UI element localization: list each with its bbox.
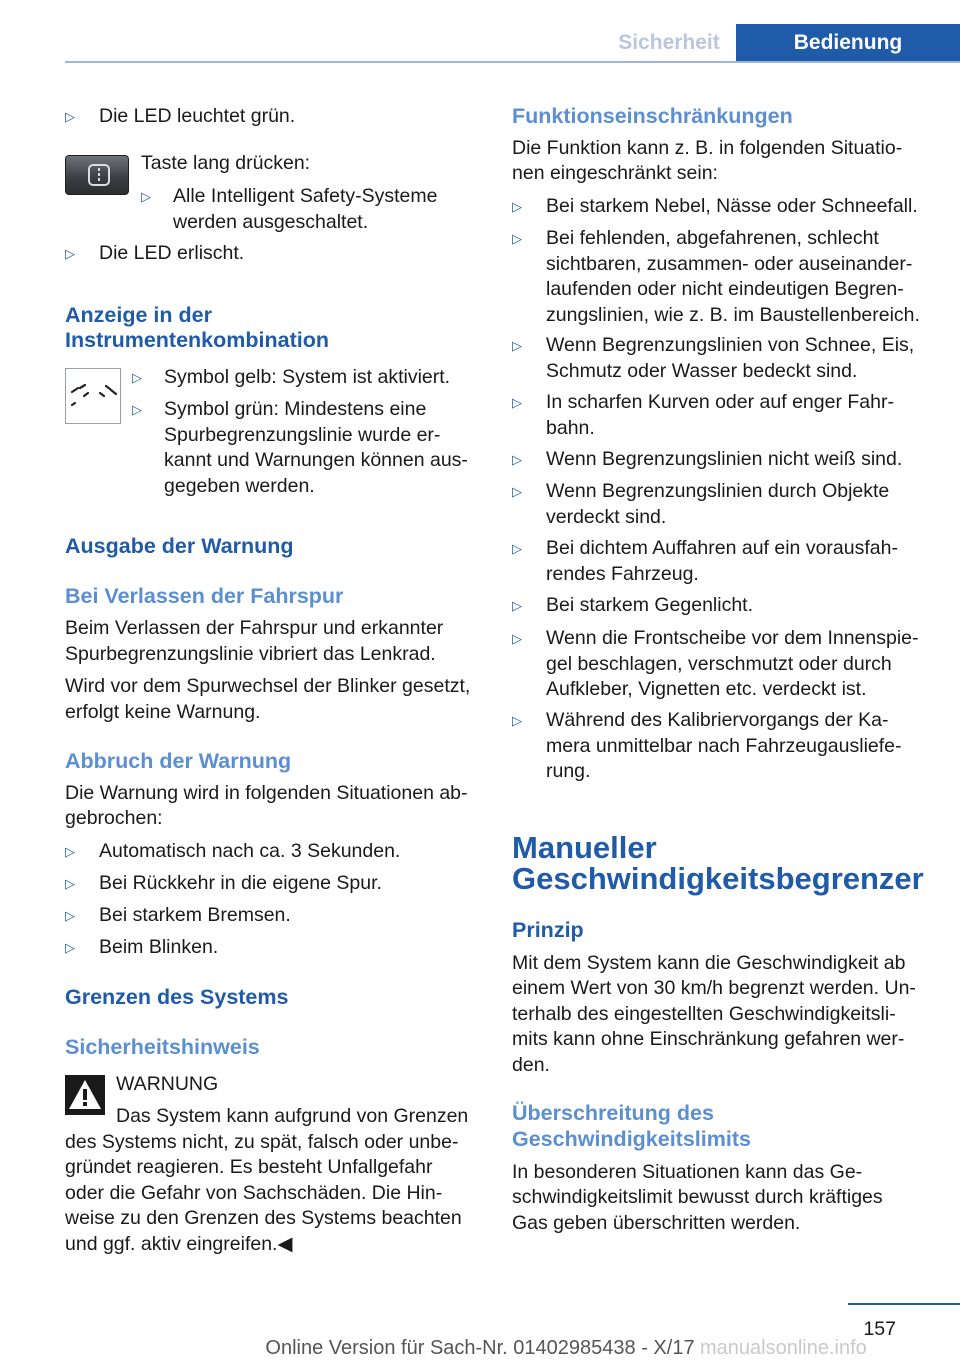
warning-text: des Systems nicht, zu spät, falsch oder unbe‐ xyxy=(65,1131,459,1153)
chapter-heading: Geschwindigkeitsbegrenzer xyxy=(512,861,924,896)
chapter-heading: Manueller xyxy=(512,830,657,865)
triangle-bullet-icon: ▷ xyxy=(512,338,522,353)
list-item: ▷ Beim Blinken. xyxy=(65,935,218,961)
subsection-heading: Geschwindigkeitslimits xyxy=(512,1127,751,1151)
paragraph-line: gebrochen: xyxy=(65,807,163,829)
page-number: 157 xyxy=(863,1318,896,1340)
paragraph-line: terhalb des eingestellten Geschwindigkeitsli‐ xyxy=(512,1003,896,1025)
triangle-bullet-icon: ▷ xyxy=(512,541,522,556)
paragraph-line: Mit dem System kann die Geschwindigkeit ab xyxy=(512,952,906,974)
triangle-bullet-icon: ▷ xyxy=(65,940,75,955)
triangle-bullet-icon: ▷ xyxy=(132,402,142,417)
paragraph-line: schwindigkeitslimit bewusst durch kräftiges xyxy=(512,1186,883,1208)
paragraph-line: Beim Verlassen der Fahrspur und erkannter xyxy=(65,617,444,639)
triangle-bullet-icon: ▷ xyxy=(65,109,75,124)
triangle-bullet-icon: ▷ xyxy=(512,631,522,646)
subsection-heading: Bei Verlassen der Fahrspur xyxy=(65,584,344,608)
triangle-bullet-icon: ▷ xyxy=(512,199,522,214)
list-item: ▷ Wenn Begrenzungslinien von Schnee, Eis, Schmutz oder Wasser bedeckt sind. xyxy=(512,334,915,382)
section-heading: Anzeige in der xyxy=(65,303,212,327)
list-item: ▷ Bei fehlenden, abgefahrenen, schlecht sichtbaren, zusammen- oder auseinander‐ laufenden oder nicht eindeutigen Begren‐ zungslinien, wie z. B. im Baustellenbereich. xyxy=(512,227,920,326)
warning-title: WARNUNG xyxy=(116,1073,219,1095)
lane-marking-icon xyxy=(65,368,121,424)
paragraph-line: nen eingeschränkt sein: xyxy=(512,162,718,184)
list-item: ▷ Alle Intelligent Safety-Systeme werden ausgeschaltet. xyxy=(141,185,438,233)
paragraph-line: erfolgt keine Warnung. xyxy=(65,701,261,723)
triangle-bullet-icon: ▷ xyxy=(512,231,522,246)
subsection-heading: Funktionseinschränkungen xyxy=(512,104,793,128)
subsection-heading: Überschreitung des xyxy=(512,1101,714,1125)
section-heading: Grenzen des Systems xyxy=(65,985,289,1009)
triangle-bullet-icon: ▷ xyxy=(512,452,522,467)
instruction-text: Taste lang drücken: xyxy=(141,152,311,174)
warning-text: gründet reagieren. Es besteht Unfallgefahr xyxy=(65,1156,433,1178)
list-item: ▷ Bei starkem Gegenlicht. xyxy=(512,593,753,619)
triangle-bullet-icon: ▷ xyxy=(65,908,75,923)
triangle-bullet-icon: ▷ xyxy=(65,246,75,261)
section-heading: Ausgabe der Warnung xyxy=(65,534,294,558)
paragraph-line: mits kann ohne Einschränkung gefahren wer‐ xyxy=(512,1028,905,1050)
triangle-bullet-icon: ▷ xyxy=(512,484,522,499)
list-item: ▷ Symbol gelb: System ist aktiviert. xyxy=(132,365,450,391)
paragraph-line: Gas geben überschritten werden. xyxy=(512,1212,801,1234)
triangle-bullet-icon: ▷ xyxy=(512,598,522,613)
footer-divider xyxy=(848,1303,960,1305)
triangle-bullet-icon: ▷ xyxy=(141,189,151,204)
paragraph-line: Die Funktion kann z. B. in folgenden Situatio‐ xyxy=(512,137,903,159)
triangle-bullet-icon: ▷ xyxy=(512,395,522,410)
triangle-bullet-icon: ▷ xyxy=(512,713,522,728)
watermark: manualsonline.info xyxy=(700,1337,867,1359)
section-heading: Instrumentenkombination xyxy=(65,328,329,352)
list-item: ▷ Automatisch nach ca. 3 Sekunden. xyxy=(65,839,400,865)
online-version-text: Online Version für Sach-Nr. 01402985438 - X/17 xyxy=(265,1337,695,1359)
warning-triangle-icon xyxy=(65,1075,105,1115)
triangle-bullet-icon: ▷ xyxy=(65,876,75,891)
warning-text: Das System kann aufgrund von Grenzen xyxy=(116,1105,469,1127)
warning-text: und ggf. aktiv eingreifen.◀ xyxy=(65,1233,293,1255)
list-item: ▷ Wenn die Frontscheibe vor dem Innenspie‐ gel beschlagen, verschmutzt oder durch Aufkleber, Vignetten etc. verdeckt ist. xyxy=(512,627,919,700)
paragraph-line: Spurbegrenzungslinie vibriert das Lenkrad. xyxy=(65,643,436,665)
list-item: ▷ Wenn Begrenzungslinien durch Objekte verdeckt sind. xyxy=(512,480,890,528)
paragraph-line: Wird vor dem Spurwechsel der Blinker gesetzt, xyxy=(65,675,471,697)
triangle-bullet-icon: ▷ xyxy=(65,844,75,859)
list-item: ▷ Die LED erlischt. xyxy=(65,241,244,267)
triangle-bullet-icon: ▷ xyxy=(132,370,142,385)
list-item: ▷ Die LED leuchtet grün. xyxy=(65,104,295,130)
paragraph-line: einem Wert von 30 km/h begrenzt werden. Un‐ xyxy=(512,977,916,999)
subsection-heading: Abbruch der Warnung xyxy=(65,749,292,773)
tab-sicherheit[interactable]: Sicherheit xyxy=(604,24,734,62)
warning-text: weise zu den Grenzen des Systems beachten xyxy=(65,1207,462,1229)
list-item: ▷ Symbol grün: Mindestens eine Spurbegrenzungslinie wurde er‐ kannt und Warnungen können aus‐ gegeben werden. xyxy=(132,398,468,497)
list-item: ▷ Bei starkem Nebel, Nässe oder Schneefall. xyxy=(512,194,918,220)
assist-button-icon xyxy=(65,155,129,195)
list-item: ▷ Bei starkem Bremsen. xyxy=(65,903,291,929)
paragraph-line: In besonderen Situationen kann das Ge‐ xyxy=(512,1161,863,1183)
list-item: ▷ Bei dichtem Auffahren auf ein vorausfah‐ rendes Fahrzeug. xyxy=(512,537,898,585)
footer-text xyxy=(0,1337,960,1360)
warning-text: oder die Gefahr von Sachschäden. Die Hin‐ xyxy=(65,1182,443,1204)
section-heading: Prinzip xyxy=(512,918,584,942)
subsection-heading: Sicherheitshinweis xyxy=(65,1035,260,1059)
paragraph-line: Die Warnung wird in folgenden Situationen ab‐ xyxy=(65,782,468,804)
list-item: ▷ Bei Rückkehr in die eigene Spur. xyxy=(65,871,382,897)
header-divider xyxy=(65,61,960,63)
tab-bedienung[interactable]: Bedienung xyxy=(736,24,960,62)
list-item: ▷ In scharfen Kurven oder auf enger Fahr‐ bahn. xyxy=(512,391,894,439)
list-item: ▷ Während des Kalibriervorgangs der Ka‐ mera unmittelbar nach Fahrzeugausliefe‐ rung. xyxy=(512,709,902,782)
list-item: ▷ Wenn Begrenzungslinien nicht weiß sind. xyxy=(512,447,902,473)
paragraph-line: den. xyxy=(512,1054,550,1076)
